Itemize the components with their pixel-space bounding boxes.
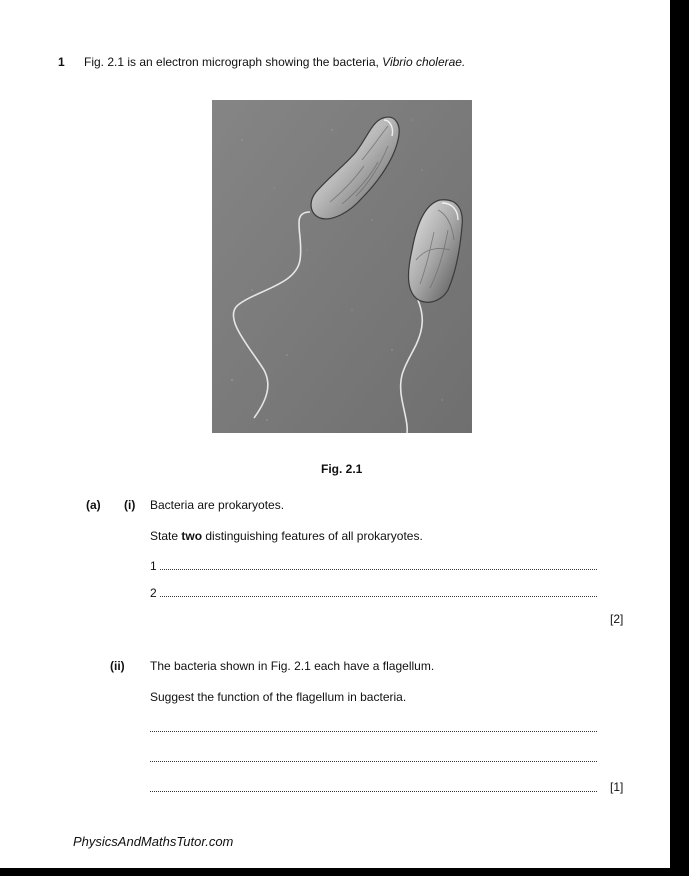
figure-caption: Fig. 2.1	[321, 462, 363, 476]
instruction-emphasis: two	[181, 529, 203, 543]
answer-line-2[interactable]	[160, 596, 597, 597]
question-intro	[84, 55, 465, 69]
instruction-suffix: distinguishing features of all prokaryotes.	[202, 529, 423, 543]
intro-text: Fig. 2.1 is an electron micrograph showing the bacteria,	[84, 55, 383, 69]
part-a-label: (a)	[86, 498, 101, 512]
answer-label-2: 2	[150, 586, 157, 600]
sub-i-instruction	[150, 529, 423, 543]
electron-micrograph	[212, 100, 472, 433]
answer-line-5[interactable]	[150, 791, 597, 792]
sub-i-label: (i)	[124, 498, 136, 512]
species-name: Vibrio cholerae.	[382, 55, 466, 69]
instruction-prefix: State	[150, 529, 182, 543]
sub-i-statement: Bacteria are prokaryotes.	[150, 498, 285, 512]
footer-brand: PhysicsAndMathsTutor.com	[73, 834, 234, 849]
answer-line-1[interactable]	[160, 569, 597, 570]
answer-line-4[interactable]	[150, 761, 597, 762]
marks-sub-ii: [1]	[610, 780, 624, 794]
sub-ii-instruction: Suggest the function of the flagellum in bacteria.	[150, 690, 407, 704]
question-number: 1	[58, 55, 65, 69]
answer-line-3[interactable]	[150, 731, 597, 732]
marks-sub-i: [2]	[610, 612, 624, 626]
sub-ii-label: (ii)	[110, 659, 125, 673]
sub-ii-statement: The bacteria shown in Fig. 2.1 each have a flagellum.	[150, 659, 435, 673]
answer-label-1: 1	[150, 559, 157, 573]
